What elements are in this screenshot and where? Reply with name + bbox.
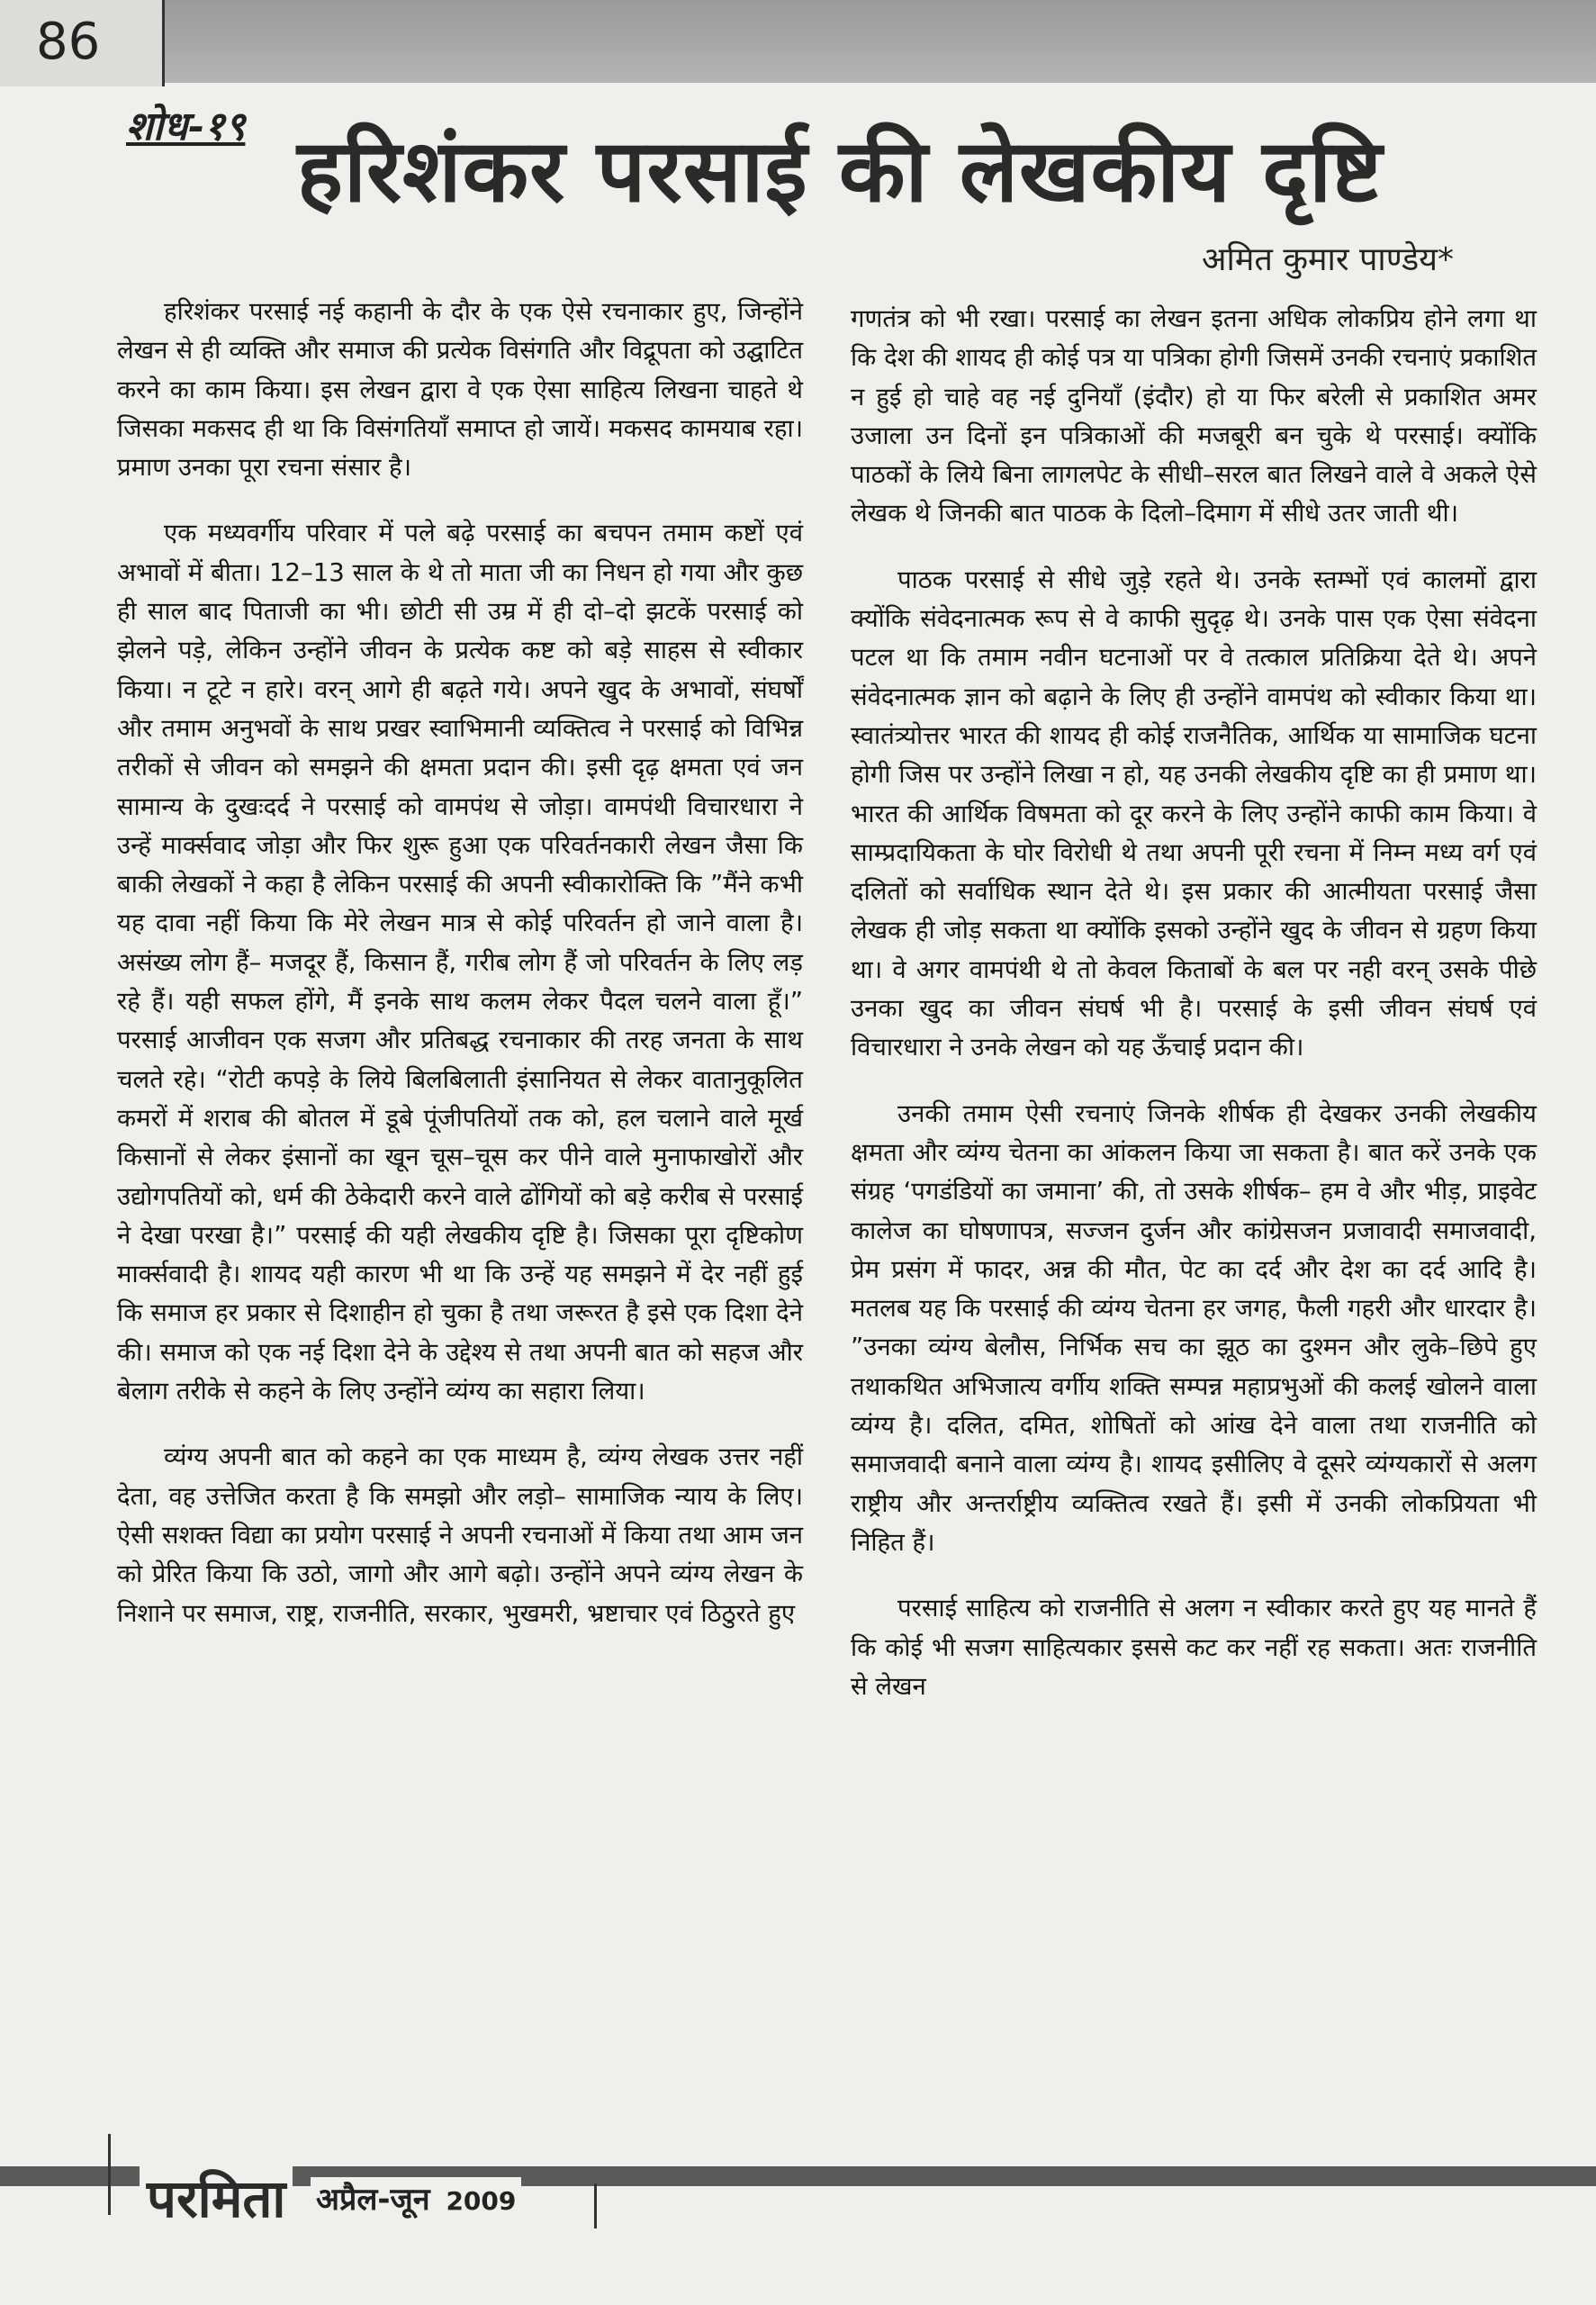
issue-info [311, 2177, 521, 2219]
issue-months: अप्रैल-जून [316, 2182, 430, 2218]
article-author: अमित कुमार पाण्डेय* [1202, 241, 1454, 278]
paragraph: पाठक परसाई से सीधे जुड़े रहते थे। उनके स्तम्भों एवं कालमों द्वारा क्योंकि संवेदनात्मक रूप से वे काफी सुदृढ़ थे। उनके पास एक ऐसा संवेदना पटल था कि तमाम नवीन घटनाओं पर वे तत्काल प्रतिक्रिया देते थे। अपने संवेदनात्मक ज्ञान को बढ़ाने के लिए ही उन्होंने वामपंथ को स्वीकार किया था। स्वातंत्र्योत्तर भारत की शायद ही कोई राजनैतिक, आर्थिक या सामाजिक घटना होगी जिस पर उन्होंने लिखा न हो, यह उनकी लेखकीय दृष्टि का ही प्रमाण था। भारत की आर्थिक विषमता को दूर करने के लिए उन्होंने काफी काम किया। वे साम्प्रदायिकता के घोर विरोधी थे तथा अपनी पूरी रचना में निम्न मध्य वर्ग एवं दलितों को सर्वाधिक स्थान देते थे। इस प्रकार की आत्मीयता परसाई जैसा लेखक ही जोड़ सकता था क्योंकि इसको उन्होंने खुद के जीवन से ग्रहण किया था। वे अगर वामपंथी थे तो केवल किताबों के बल पर नही वरन् उसके पीछे उनका खुद का जीवन संघर्ष भी है। परसाई के इसी जीवन संघर्ष एवं विचारधारा ने उनके लेखन को यह ऊँचाई प्रदान की। [851, 565, 1537, 1062]
paragraph: उनकी तमाम ऐसी रचनाएं जिनके शीर्षक ही देखकर उनकी लेखकीय क्षमता और व्यंग्य चेतना का आंकलन किया जा सकता है। बात करें उनके एक संग्रह ‘पगडंडियों का जमाना’ की, तो उसके शीर्षक– हम वे और भीड़, प्राइवेट कालेज का घोषणापत्र, सज्जन दुर्जन और कांग्रेसजन प्रजावादी समाजवादी, प्रेम प्रसंग में फादर, अन्न की मौत, पेट का दर्द और देश का दर्द आदि है। मतलब यह कि परसाई की व्यंग्य चेतना हर जगह, फैली गहरी और धारदार है। ”उनका व्यंग्य बेलौस, निर्भिक सच का झूठ का दुश्मन और लुके–छिपे हुए तथाकथित अभिजात्य वर्गीय शक्ति सम्पन्न महाप्रभुओं की कलई खोलने वाला व्यंग्य है। दलित, दमित, शोषितों को आंख देने वाला तथा राजनीति को समाजवादी बनाने वाला व्यंग्य है। शायद इसीलिए वे दूसरे व्यंग्यकारों से अलग राष्ट्रीय और अन्तर्राष्ट्रीय व्यक्तित्व रखते हैं। इसी में उनकी लोकप्रियता भी निहित हैं। [851, 1098, 1537, 1557]
section-tag: शोध-१९ [126, 104, 246, 149]
paragraph: व्यंग्य अपनी बात को कहने का एक माध्यम है, व्यंग्य लेखक उत्तर नहीं देता, वह उत्तेजित करता है कि समझो और लड़ो– सामाजिक न्याय के लिए। ऐसी सशक्त विद्या का प्रयोग परसाई ने अपनी रचनाओं में किया तथा आम जन को प्रेरित किया कि उठो, जागो और आगे बढ़ो। उन्होंने अपने व्यंग्य लेखन के निशाने पर समाज, राष्ट्र, राजनीति, सरकार, भुखमरी, भ्रष्टाचार एवं ठिठुरते हुए [117, 1442, 803, 1628]
paragraph: एक मध्यवर्गीय परिवार में पले बढ़े परसाई का बचपन तमाम कष्टों एवं अभावों में बीता। 12–13 साल के थे तो माता जी का निधन हो गया और कुछ ही साल बाद पिताजी का भी। छोटी सी उम्र में ही दो–दो झटकें परसाई को झेलने पड़े, लेकिन उन्होंने जीवन के प्रत्येक कष्ट को बड़े साहस से स्वीकार किया। न टूटे न हारे। वरन् आगे ही बढ़ते गये। अपने खुद के अभावों, संघर्षों और तमाम अनुभवों के साथ प्रखर स्वाभिमानी व्यक्तित्व ने परसाई को विभिन्न तरीकों से जीवन को समझने की क्षमता प्रदान की। इसी दृढ़ क्षमता एवं जन सामान्य के दुखःदर्द ने परसाई को वामपंथ से जोड़ा। वामपंथी विचारधारा ने उन्हें मार्क्सवाद जोड़ा और फिर शुरू हुआ एक परिवर्तनकारी लेखन जैसा कि बाकी लेखकों ने कहा है लेकिन परसाई की अपनी स्वीकारोक्ति कि ”मैंने कभी यह दावा नहीं किया कि मेरे लेखन मात्र से कोई परिवर्तन हो जाने वाला है। असंख्य लोग हैं– मजदूर हैं, किसान हैं, गरीब लोग हैं जो परिवर्तन के लिए लड़ रहे हैं। यही सफल होंगे, मैं इनके साथ कलम लेकर पैदल चलने वाला हूँ।” परसाई आजीवन एक सजग और प्रतिबद्ध रचनाकार की तरह जनता के साथ चलते रहे। “रोटी कपड़े के लिये बिलबिलाती इंसानियत से लेकर वातानुकूलित कमरों में शराब की बोतल में डूबे पूंजीपतियों तक को, हल चलाने वाले मूर्ख किसानों से लेकर इंसानों का खून चूस–चूस कर पीने वाले मुनाफाखोरों और उद्योगपतियों को, धर्म की ठेकेदारी करने वाले ढोंगियों को बड़े करीब से परसाई ने देखा परखा है।” परसाई की यही लेखकीय दृष्टि है। जिसका पूरा दृष्टिकोण मार्क्सवादी है। शायद यही कारण भी था कि उन्हें यह समझने में देर नहीं हुई कि समाज हर प्रकार से दिशाहीन हो चुका है तथा जरूरत है इसे एक दिशा देने की। समाज को एक नई दिशा देने के उद्देश्य से तथा अपनी बात को सहज और बेलाग तरीके से कहने के लिए उन्होंने व्यंग्य का सहारा लिया। [117, 519, 803, 1406]
paragraph: परसाई साहित्य को राजनीति से अलग न स्वीकार करते हुए यह मानते हैं कि कोई भी सजग साहित्यकार इससे कट कर नहीं रह सकता। अतः राजनीति से लेखन [851, 1594, 1537, 1701]
article-title: हरिशंकर परसाई की लेखकीय दृष्टि [297, 121, 1384, 221]
top-header-band [0, 0, 1596, 83]
page-number: 86 [36, 13, 101, 71]
left-column [117, 293, 803, 1633]
paragraph: गणतंत्र को भी रखा। परसाई का लेखन इतना अधिक लोकप्रिय होने लगा था कि देश की शायद ही कोई पत्र या पत्रिका होगी जिसमें उनकी रचनाएं प्रकाशित न हुई हो चाहे वह नई दुनियाँ (इंदौर) हो या फिर बरेली से प्रकाशित अमर उजाला उन दिनों इन पत्रिकाओं की मजबूरी बन चुके थे परसाई। क्योंकि पाठकों के लिये बिना लागलपेट के सीधी–सरल बात लिखने वाले वे अकले ऐसे लेखक थे जिनकी बात पाठक के दिलो–दिमाग में सीधे उतर जाती थी। [851, 304, 1537, 529]
journal-name: परमिता [140, 2161, 293, 2232]
footer-divider [108, 2134, 111, 2215]
footer-divider [594, 2183, 597, 2228]
issue-year: 2009 [446, 2186, 517, 2216]
paragraph: हरिशंकर परसाई नई कहानी के दौर के एक ऐसे रचनाकार हुए, जिन्होंने लेखन से ही व्यक्ति और समाज की प्रत्येक विसंगति और विद्रूपता को उद्घाटित करने का काम किया। इस लेखन द्वारा वे एक ऐसा साहित्य लिखना चाहते थे जिसका मकसद ही था कि विसंगतियाँ समाप्त हो जायें। मकसद कामयाब रहा। प्रमाण उनका पूरा रचना संसार है। [117, 297, 803, 483]
right-column [851, 300, 1537, 1706]
page-number-box [0, 0, 165, 86]
